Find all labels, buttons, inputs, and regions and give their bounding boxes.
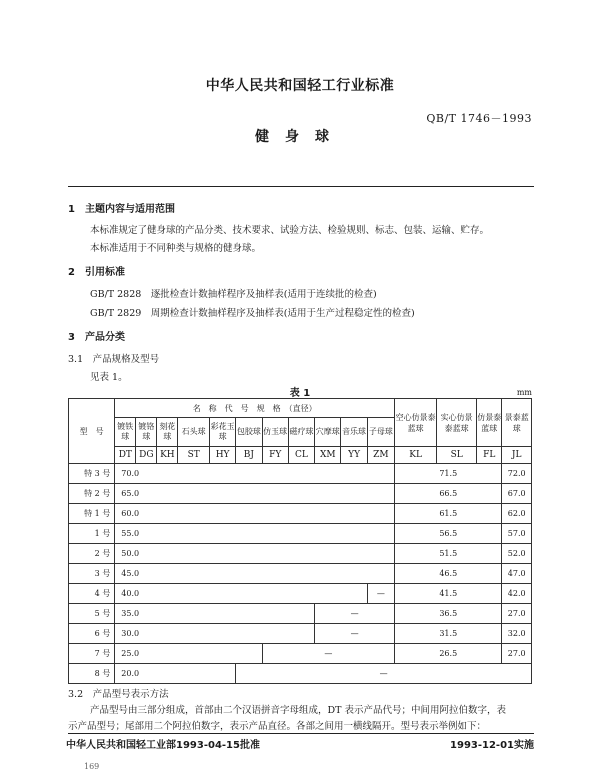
name-yy: 音乐球 (341, 418, 367, 447)
section-3-1-title: 3.1 产品规格及型号 (68, 354, 160, 365)
row-kl-diameter: 41.5 (395, 584, 502, 604)
name-kh: 刻花球 (157, 418, 178, 447)
row-diameter: 65.0 (115, 484, 395, 504)
row-kl-diameter: 31.5 (395, 624, 502, 644)
row-jl-diameter: 57.0 (502, 524, 532, 544)
code-dg: DG (136, 447, 157, 464)
header-rule (68, 186, 534, 187)
row-type: 7 号 (69, 644, 115, 664)
name-jl: 景泰蓝球 (502, 399, 532, 447)
code-yy: YY (341, 447, 367, 464)
code-bj: BJ (236, 447, 262, 464)
code-hy: HY (209, 447, 235, 464)
row-jl-diameter: 42.0 (502, 584, 532, 604)
row-type: 特 1 号 (69, 504, 115, 524)
name-cl: 磁疗球 (288, 418, 314, 447)
row-type: 特 3 号 (69, 464, 115, 484)
code-sl: SL (437, 447, 477, 464)
code-fl: FL (477, 447, 502, 464)
row-kl-diameter: 46.5 (395, 564, 502, 584)
approval-line: 中华人民共和国轻工业部1993-04-15批准 (66, 740, 260, 751)
row-kl-diameter: 61.5 (395, 504, 502, 524)
code-kh: KH (157, 447, 178, 464)
section-3-title: 3 产品分类 (68, 332, 125, 343)
name-sl: 实心仿景泰蓝球 (437, 399, 477, 447)
code-st: ST (178, 447, 210, 464)
implementation-date: 1993-12-01实施 (450, 740, 534, 751)
code-kl: KL (395, 447, 437, 464)
row-diameter: 25.0 (115, 644, 262, 664)
section-3-2-title: 3.2 产品型号表示方法 (68, 689, 169, 700)
page-number: 169 (84, 762, 100, 771)
name-xm: 穴摩球 (315, 418, 341, 447)
row-type: 5 号 (69, 604, 115, 624)
row-kl-diameter: 66.5 (395, 484, 502, 504)
type-header: 型 号 (69, 399, 115, 464)
name-hy: 彩花玉球 (209, 418, 235, 447)
section-2-title: 2 引用标准 (68, 267, 125, 278)
row-jl-diameter: 32.0 (502, 624, 532, 644)
standard-title: 中华人民共和国轻工行业标准 (205, 78, 395, 94)
name-dt: 镀铁球 (115, 418, 136, 447)
row-diameter: 55.0 (115, 524, 395, 544)
reference-gb2829: GB/T 2829 周期检查计数抽样程序及抽样表(适用于生产过程稳定性的检查) (90, 308, 415, 319)
section-1-paragraph-2: 本标准适用于不同种类与规格的健身球。 (90, 243, 262, 254)
table-1 (68, 398, 532, 684)
name-st: 石头球 (178, 418, 210, 447)
reference-gb2828: GB/T 2828 逐批检查计数抽样程序及抽样表(适用于连续批的检查) (90, 289, 377, 300)
row-type: 4 号 (69, 584, 115, 604)
row-not-applicable: — (262, 644, 395, 664)
row-diameter: 30.0 (115, 624, 315, 644)
table-row (69, 484, 532, 504)
row-kl-diameter: 26.5 (395, 644, 502, 664)
row-not-applicable: — (315, 624, 395, 644)
row-type: 8 号 (69, 664, 115, 684)
row-kl-diameter: 36.5 (395, 604, 502, 624)
row-kl-diameter: 71.5 (395, 464, 502, 484)
section-3-2-paragraph-2: 示产品型号；尾部用二个阿拉伯数字，表示产品直径。各部之间用一横线隔开。型号表示举例如下： (68, 721, 487, 732)
name-kl: 空心仿景泰蓝球 (395, 399, 437, 447)
table-row (69, 504, 532, 524)
code-dt: DT (115, 447, 136, 464)
row-jl-diameter: 72.0 (502, 464, 532, 484)
table-unit: mm (516, 388, 532, 397)
code-zm: ZM (367, 447, 394, 464)
row-kl-diameter: 51.5 (395, 544, 502, 564)
row-type: 特 2 号 (69, 484, 115, 504)
name-group-header: 名 称 代 号 规 格 （直径） (115, 399, 395, 418)
row-diameter: 45.0 (115, 564, 395, 584)
section-3-2-paragraph-1: 产品型号由三部分组成，首部由二个汉语拼音字母组成，DT 表示产品代号；中间用阿拉伯数字，表 (90, 705, 506, 716)
code-cl: CL (288, 447, 314, 464)
row-jl-diameter: 47.0 (502, 564, 532, 584)
code-xm: XM (315, 447, 341, 464)
standard-number: QB/T 1746－1993 (426, 112, 532, 125)
row-diameter: 40.0 (115, 584, 367, 604)
row-kl-diameter: 56.5 (395, 524, 502, 544)
row-jl-diameter: 62.0 (502, 504, 532, 524)
name-dg: 镀铬球 (136, 418, 157, 447)
row-jl-diameter: 27.0 (502, 644, 532, 664)
table-row (69, 544, 532, 564)
table-row (69, 604, 532, 624)
row-type: 3 号 (69, 564, 115, 584)
name-fl: 仿景泰蓝球 (477, 399, 502, 447)
name-fy: 仿玉球 (262, 418, 288, 447)
section-1-paragraph-1: 本标准规定了健身球的产品分类、技术要求、试验方法、检验规则、标志、包装、运输、贮存。 (90, 225, 490, 236)
section-3-1-paragraph: 见表 1。 (90, 372, 128, 383)
code-fy: FY (262, 447, 288, 464)
row-diameter: 20.0 (115, 664, 236, 684)
row-not-applicable: — (367, 584, 394, 604)
table-row (69, 564, 532, 584)
row-type: 1 号 (69, 524, 115, 544)
table-row (69, 464, 532, 484)
name-zm: 子母球 (367, 418, 394, 447)
table-row (69, 584, 532, 604)
table-row (69, 664, 532, 684)
row-jl-diameter: 67.0 (502, 484, 532, 504)
row-diameter: 70.0 (115, 464, 395, 484)
row-diameter: 50.0 (115, 544, 395, 564)
document-title: 健身球 (255, 129, 345, 145)
footer-rule (68, 733, 534, 734)
row-diameter: 60.0 (115, 504, 395, 524)
code-jl: JL (502, 447, 532, 464)
row-not-applicable: — (315, 604, 395, 624)
table-row (69, 644, 532, 664)
table-caption: 表 1 (289, 388, 311, 399)
row-jl-diameter: 52.0 (502, 544, 532, 564)
row-type: 6 号 (69, 624, 115, 644)
section-1-title: 1 主题内容与适用范围 (68, 204, 175, 215)
row-not-applicable: — (236, 664, 532, 684)
table-row (69, 524, 532, 544)
row-diameter: 35.0 (115, 604, 315, 624)
name-bj: 包胶球 (236, 418, 262, 447)
row-type: 2 号 (69, 544, 115, 564)
table-row (69, 624, 532, 644)
row-jl-diameter: 27.0 (502, 604, 532, 624)
